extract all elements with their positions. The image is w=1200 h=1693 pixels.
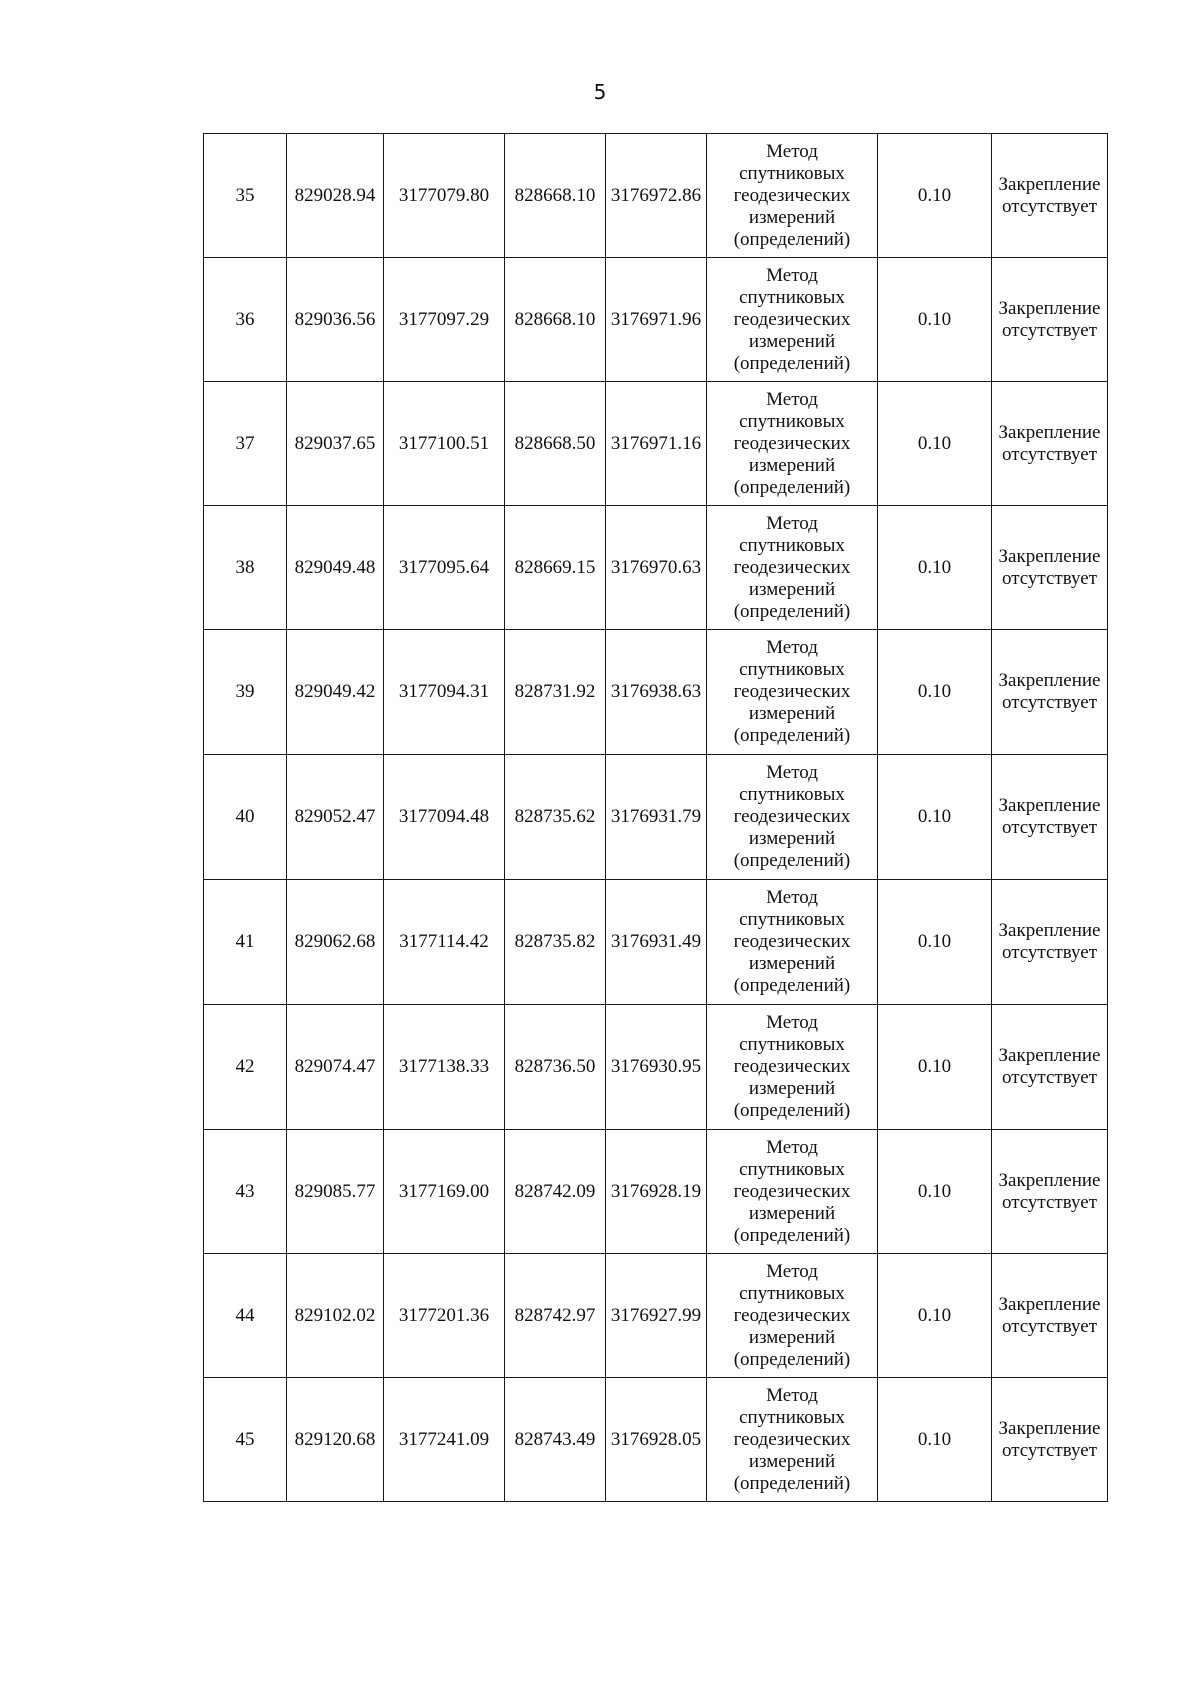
- table-row: [204, 1130, 1108, 1254]
- method-line: геодезических: [733, 184, 851, 206]
- table-row: [204, 630, 1108, 755]
- y-coordinate-2-cell: 3176971.16: [606, 382, 707, 506]
- y-coordinate-cell: 3177241.09: [384, 1378, 505, 1502]
- y-coordinate-cell: 3177169.00: [384, 1130, 505, 1254]
- y-coordinate-2-cell: 3176971.96: [606, 258, 707, 382]
- y-coordinate-cell: 3177100.51: [384, 382, 505, 506]
- fixation-cell: [992, 382, 1108, 506]
- method-line: (определений): [733, 228, 851, 250]
- accuracy-cell: 0.10: [878, 880, 992, 1005]
- accuracy-cell: 0.10: [878, 506, 992, 630]
- fixation-cell: [992, 134, 1108, 258]
- method-line: геодезических: [733, 1304, 851, 1326]
- y-coordinate-2-cell: 3176931.79: [606, 755, 707, 880]
- fixation-line: Закрепление: [998, 1293, 1101, 1315]
- method-line: (определений): [733, 1472, 851, 1494]
- method-line: измерений: [748, 828, 836, 849]
- table-row: [204, 1378, 1108, 1502]
- method-line: спутниковых: [739, 659, 845, 680]
- method-cell: [707, 382, 878, 506]
- point-number-cell: 38: [204, 506, 287, 630]
- table-row: [204, 134, 1108, 258]
- point-number-cell: 39: [204, 630, 287, 755]
- method-line: (определений): [733, 476, 851, 498]
- fixation-line: отсутствует: [1001, 1067, 1098, 1088]
- method-line: спутниковых: [739, 162, 845, 184]
- fixation-cell: [992, 755, 1108, 880]
- point-number-cell: 42: [204, 1005, 287, 1130]
- y-coordinate-cell: 3177114.42: [384, 880, 505, 1005]
- method-line: Метод: [766, 1012, 818, 1033]
- x-coordinate-cell: 829036.56: [287, 258, 384, 382]
- method-line: спутниковых: [739, 784, 845, 805]
- method-line: Метод: [766, 512, 818, 534]
- point-number-cell: 44: [204, 1254, 287, 1378]
- method-line: Метод: [766, 264, 818, 286]
- point-number-cell: 35: [204, 134, 287, 258]
- method-line: геодезических: [733, 806, 851, 827]
- method-line: Метод: [766, 388, 818, 410]
- x-coordinate-2-cell: 828735.62: [505, 755, 606, 880]
- fixation-line: отсутствует: [1001, 817, 1098, 838]
- y-coordinate-cell: 3177201.36: [384, 1254, 505, 1378]
- fixation-line: отсутствует: [1001, 1439, 1098, 1461]
- x-coordinate-2-cell: 828668.10: [505, 134, 606, 258]
- page-number: 5: [593, 80, 607, 104]
- method-line: (определений): [733, 600, 851, 622]
- point-number-cell: 43: [204, 1130, 287, 1254]
- accuracy-cell: 0.10: [878, 382, 992, 506]
- fixation-line: Закрепление: [998, 1045, 1101, 1066]
- method-line: геодезических: [733, 1180, 851, 1202]
- method-line: спутниковых: [739, 534, 845, 556]
- table-body: [204, 134, 1108, 1502]
- method-cell: [707, 1005, 878, 1130]
- fixation-line: Закрепление: [998, 795, 1101, 816]
- method-line: геодезических: [733, 1056, 851, 1077]
- method-line: спутниковых: [739, 1406, 845, 1428]
- x-coordinate-cell: 829102.02: [287, 1254, 384, 1378]
- method-cell: [707, 1130, 878, 1254]
- point-number-cell: 37: [204, 382, 287, 506]
- x-coordinate-cell: 829052.47: [287, 755, 384, 880]
- x-coordinate-2-cell: 828668.50: [505, 382, 606, 506]
- y-coordinate-cell: 3177094.31: [384, 630, 505, 755]
- method-line: (определений): [733, 352, 851, 374]
- method-line: измерений: [748, 1450, 836, 1472]
- method-cell: [707, 258, 878, 382]
- x-coordinate-cell: 829120.68: [287, 1378, 384, 1502]
- point-number-cell: 36: [204, 258, 287, 382]
- table-row: [204, 258, 1108, 382]
- y-coordinate-cell: 3177079.80: [384, 134, 505, 258]
- method-cell: [707, 630, 878, 755]
- table-row: [204, 755, 1108, 880]
- x-coordinate-cell: 829085.77: [287, 1130, 384, 1254]
- table-row: [204, 1005, 1108, 1130]
- fixation-line: Закрепление: [998, 421, 1101, 443]
- method-line: спутниковых: [739, 1282, 845, 1304]
- method-line: измерений: [748, 1078, 836, 1099]
- method-line: геодезических: [733, 931, 851, 952]
- method-line: (определений): [733, 850, 851, 871]
- x-coordinate-cell: 829049.48: [287, 506, 384, 630]
- table-row: [204, 506, 1108, 630]
- method-line: Метод: [766, 637, 818, 658]
- y-coordinate-2-cell: 3176928.19: [606, 1130, 707, 1254]
- fixation-line: Закрепление: [998, 297, 1101, 319]
- method-line: геодезических: [733, 432, 851, 454]
- x-coordinate-cell: 829037.65: [287, 382, 384, 506]
- table-row: [204, 1254, 1108, 1378]
- accuracy-cell: 0.10: [878, 134, 992, 258]
- fixation-line: отсутствует: [1001, 1315, 1098, 1337]
- method-line: Метод: [766, 762, 818, 783]
- x-coordinate-cell: 829074.47: [287, 1005, 384, 1130]
- point-number-cell: 41: [204, 880, 287, 1005]
- method-cell: [707, 755, 878, 880]
- x-coordinate-2-cell: 828736.50: [505, 1005, 606, 1130]
- accuracy-cell: 0.10: [878, 1378, 992, 1502]
- fixation-cell: [992, 1378, 1108, 1502]
- y-coordinate-2-cell: 3176972.86: [606, 134, 707, 258]
- method-line: измерений: [748, 454, 836, 476]
- x-coordinate-cell: 829049.42: [287, 630, 384, 755]
- method-line: геодезических: [733, 681, 851, 702]
- x-coordinate-2-cell: 828742.97: [505, 1254, 606, 1378]
- fixation-line: отсутствует: [1001, 692, 1098, 713]
- fixation-cell: [992, 630, 1108, 755]
- x-coordinate-2-cell: 828731.92: [505, 630, 606, 755]
- method-line: (определений): [733, 1100, 851, 1121]
- fixation-line: отсутствует: [1001, 195, 1098, 217]
- method-line: измерений: [748, 703, 836, 724]
- accuracy-cell: 0.10: [878, 258, 992, 382]
- method-cell: [707, 134, 878, 258]
- y-coordinate-2-cell: 3176928.05: [606, 1378, 707, 1502]
- method-line: измерений: [748, 578, 836, 600]
- method-line: измерений: [748, 330, 836, 352]
- x-coordinate-2-cell: 828669.15: [505, 506, 606, 630]
- method-line: Метод: [766, 887, 818, 908]
- fixation-line: отсутствует: [1001, 1191, 1098, 1213]
- y-coordinate-cell: 3177138.33: [384, 1005, 505, 1130]
- accuracy-cell: 0.10: [878, 755, 992, 880]
- method-line: спутниковых: [739, 286, 845, 308]
- method-cell: [707, 506, 878, 630]
- fixation-cell: [992, 258, 1108, 382]
- fixation-line: отсутствует: [1001, 443, 1098, 465]
- y-coordinate-2-cell: 3176970.63: [606, 506, 707, 630]
- coordinates-table: [203, 133, 1108, 1502]
- method-line: (определений): [733, 1224, 851, 1246]
- fixation-line: Закрепление: [998, 1417, 1101, 1439]
- method-cell: [707, 1254, 878, 1378]
- y-coordinate-2-cell: 3176930.95: [606, 1005, 707, 1130]
- method-line: геодезических: [733, 308, 851, 330]
- method-line: измерений: [748, 1202, 836, 1224]
- fixation-cell: [992, 1005, 1108, 1130]
- method-line: Метод: [766, 1136, 818, 1158]
- fixation-line: Закрепление: [998, 173, 1101, 195]
- accuracy-cell: 0.10: [878, 630, 992, 755]
- fixation-line: отсутствует: [1001, 319, 1098, 341]
- method-line: измерений: [748, 953, 836, 974]
- point-number-cell: 45: [204, 1378, 287, 1502]
- method-line: измерений: [748, 1326, 836, 1348]
- method-line: Метод: [766, 1384, 818, 1406]
- y-coordinate-cell: 3177095.64: [384, 506, 505, 630]
- method-cell: [707, 880, 878, 1005]
- fixation-line: отсутствует: [1001, 567, 1098, 589]
- table-row: [204, 880, 1108, 1005]
- fixation-cell: [992, 880, 1108, 1005]
- fixation-line: Закрепление: [998, 1169, 1101, 1191]
- fixation-line: Закрепление: [998, 545, 1101, 567]
- x-coordinate-2-cell: 828735.82: [505, 880, 606, 1005]
- method-line: геодезических: [733, 556, 851, 578]
- method-line: спутниковых: [739, 1158, 845, 1180]
- x-coordinate-cell: 829028.94: [287, 134, 384, 258]
- y-coordinate-cell: 3177097.29: [384, 258, 505, 382]
- method-line: (определений): [733, 725, 851, 746]
- x-coordinate-cell: 829062.68: [287, 880, 384, 1005]
- fixation-cell: [992, 1130, 1108, 1254]
- method-line: спутниковых: [739, 1034, 845, 1055]
- fixation-line: Закрепление: [998, 670, 1101, 691]
- y-coordinate-2-cell: 3176931.49: [606, 880, 707, 1005]
- table-row: [204, 382, 1108, 506]
- fixation-line: Закрепление: [998, 920, 1101, 941]
- y-coordinate-2-cell: 3176927.99: [606, 1254, 707, 1378]
- method-line: Метод: [766, 1260, 818, 1282]
- x-coordinate-2-cell: 828668.10: [505, 258, 606, 382]
- fixation-cell: [992, 1254, 1108, 1378]
- accuracy-cell: 0.10: [878, 1254, 992, 1378]
- fixation-cell: [992, 506, 1108, 630]
- x-coordinate-2-cell: 828743.49: [505, 1378, 606, 1502]
- fixation-line: отсутствует: [1001, 942, 1098, 963]
- x-coordinate-2-cell: 828742.09: [505, 1130, 606, 1254]
- accuracy-cell: 0.10: [878, 1005, 992, 1130]
- accuracy-cell: 0.10: [878, 1130, 992, 1254]
- method-line: (определений): [733, 1348, 851, 1370]
- method-line: геодезических: [733, 1428, 851, 1450]
- method-line: спутниковых: [739, 410, 845, 432]
- method-line: (определений): [733, 975, 851, 996]
- point-number-cell: 40: [204, 755, 287, 880]
- y-coordinate-2-cell: 3176938.63: [606, 630, 707, 755]
- method-line: Метод: [766, 140, 818, 162]
- y-coordinate-cell: 3177094.48: [384, 755, 505, 880]
- method-line: спутниковых: [739, 909, 845, 930]
- method-line: измерений: [748, 206, 836, 228]
- method-cell: [707, 1378, 878, 1502]
